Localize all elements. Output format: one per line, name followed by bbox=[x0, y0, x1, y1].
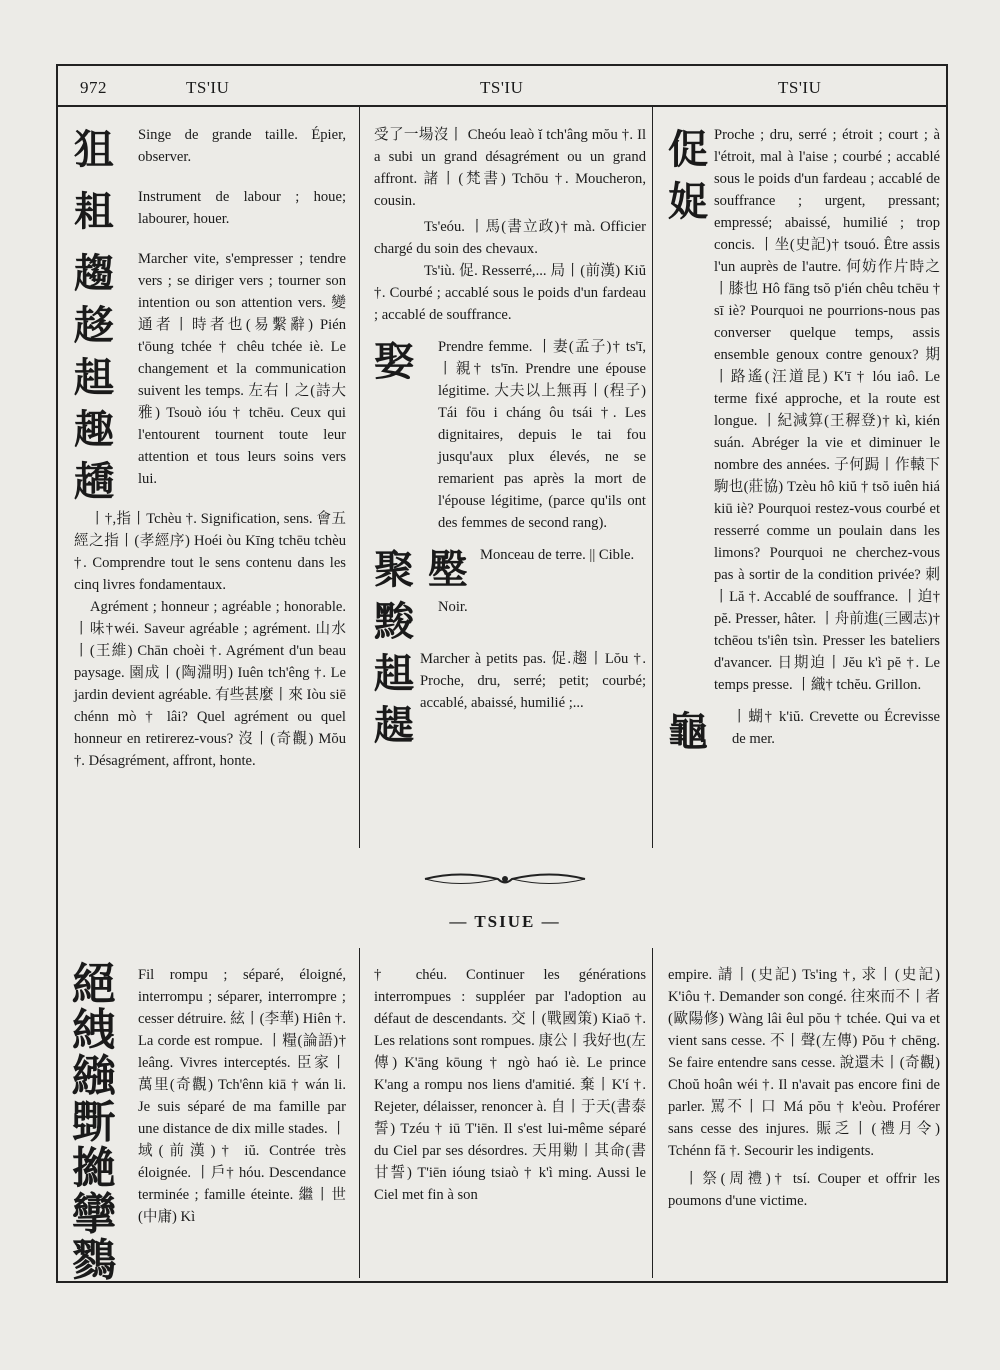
column-rule-1-bottom bbox=[359, 948, 360, 1278]
headword: 鷚 bbox=[72, 1235, 116, 1286]
paragraph: Agrément ; honneur ; agréable ; honorable. 丨味†wéi. Saveur agréable ; agrément. 山水丨(王維) Chān choèi †. Agrément d'un beau paysage. 園成丨(陶淵明) Iuên tch'êng †. Le jardin devient agréable. 有些甚麼丨來 Iòu siē chénn mò † lâi? Quel agrément ou quel honneur en retirerez-vous? 沒丨(奇觀) Mŏu †. Désagrément, affront, honte. bbox=[74, 599, 346, 769]
column-rule-1-top bbox=[359, 106, 360, 848]
definition: Singe de grande taille. Épier, observer. bbox=[138, 127, 346, 165]
page-number: 972 bbox=[80, 78, 107, 97]
definition: Marcher vite, s'empresser ; tendre vers ; se diriger vers ; tourner son intention ou son attention vers. 變通者丨時者也(易繫辭) Pién t'ōung tchée † chêu tchée iè. Le changement et la communication suivent les temps. 左右丨之(詩大雅) Tsouò ióu † tchēu. Ceux qui l'entourent tournent toute leur attention et tous leurs soins vers lui. bbox=[138, 251, 346, 487]
headword: 耝 bbox=[74, 188, 114, 235]
entry-mound bbox=[374, 544, 646, 596]
headword-stack bbox=[74, 248, 132, 508]
running-head-center: TS'IU bbox=[480, 78, 524, 97]
entry-small-steps bbox=[374, 648, 646, 752]
entry-black bbox=[374, 596, 646, 648]
definition: Noir. bbox=[438, 599, 468, 615]
entry-tsiu-marry bbox=[374, 336, 646, 534]
running-head-left: TS'IU bbox=[186, 78, 230, 97]
headword: 趣 bbox=[74, 406, 114, 453]
headword: 趨 bbox=[74, 250, 114, 297]
headword: 絕 bbox=[72, 959, 116, 1010]
bottom-column-2 bbox=[374, 964, 646, 1206]
headword: 聚 壂 bbox=[374, 546, 468, 593]
definition: Proche ; dru, serré ; étroit ; court ; à l'étroit, mal à l'aise ; courbé ; accablé sous le poids d'un fardeau ; accablé de souffrance ; urgent, pressant; empressé; abaissé, humilié ; trop concis. 丨坐(史記)† tsouó. Être assis l'un auprès de l'autre. 何妨作片時之丨膝也 Hô fāng tsŏ p'ién chêu tchēu † sī iè? Pourquoi ne pourrions-nous pas converser quelque temps, assis ensemble genoux contre genoux? 期丨路遙(汪道昆) K'ī † lóu iaô. Le terme fixé approche, et la route est longue. 丨紀減算(王稺登)† kì, kién suán. Abréger la vie et diminuer le nombre des années. 子何跼丨作轅下駒也(莊協) Tzèu hô kiŭ † tsŏ iuên hiá kiū iè? Pourquoi restez-vous courbé et resserré comme un poulain dans les limons? Pourquoi ne cherchez-vous pas à sortir de la condition privée? 刺丨Lă †. Accablé de souffrance. 丨迫† pĕ. Presser, hâter. 丨舟前進(三國志)† tchēou ts'iên tsìn. Presser les bateliers d'avancer. 日期迫丨Jĕu k'ì pĕ †. Le temps presse. 丨織† tchĕu. Grillon. bbox=[714, 127, 940, 693]
definition: Instrument de labour ; houe; labourer, houer. bbox=[138, 189, 346, 227]
entry-tsou bbox=[668, 124, 940, 696]
headword: 龜 bbox=[668, 708, 708, 755]
definition: Prendre femme. 丨妻(孟子)† ts'ī, 丨親† ts'īn. Prendre une épouse légitime. 大夫以上無再丨(程子) Tái fōu i cháng ôu tsái †. Les dignitaires, depuis le tai fou jusqu'aux plux élevés, ne se remarient pas après la mort de l'épouse légitime, (parce qu'ils ont des femmes de second rang). bbox=[438, 339, 646, 531]
definition: Monceau de terre. || Cible. bbox=[480, 547, 635, 563]
column-2 bbox=[374, 124, 646, 752]
ornament-divider bbox=[420, 868, 590, 890]
headword-stack bbox=[72, 959, 132, 1286]
headword: 趫 bbox=[74, 458, 114, 505]
headword: 攣 bbox=[72, 1189, 116, 1240]
headword: 娶 bbox=[374, 338, 414, 385]
paragraph: Fil rompu ; séparé, éloigné, interrompu ; séparer, interrompre ; cesser détruire. 絃丨(李華) Hiên †. La corde est rompue. 丨糧(論語)† leâng. Vivres interceptés. 臣家丨萬里(奇觀) Tch'ênn kiā † wán li. Je suis séparé de ma famille par une distance de dix mille stades. 丨域(前漢)† iŭ. Contrée très éloignée. 丨戶† hóu. Descendance terminée ; famille éteinte. 繼丨世(中庸) Kì bbox=[138, 967, 346, 1225]
headword: 繈 bbox=[72, 1051, 116, 1102]
headword: 絏 bbox=[72, 1005, 116, 1056]
headword: 撧 bbox=[72, 1143, 116, 1194]
headword: 黢 bbox=[374, 598, 414, 645]
headword: 趄 bbox=[74, 354, 114, 401]
paragraph: 丨†,指丨Tchèu †. Signification, sens. 會五經之指丨(孝經序) Hoéi òu Kīng tchēu tchèu †. Comprendre tout le sens contenu dans les cinq livres fondamentaux. bbox=[74, 511, 346, 593]
paragraph: † chéu. Continuer les générations interrompues : suppléer par l'adoption au défaut de descendants. 交丨(戰國策) Kiaō †. Les relations sont rompues. 康公丨我好也(左傳) K'āng kōung † ngò haó iè. Le prince K'ang a rompu nos liens d'amitié. 棄丨K'í †. Rejeter, délaisser, renoncer à. 自丨于天(書泰誓) Tzéu † iū T'iēn. Il s'est lui-même séparé du Ciel par ses désordres. 天用勦丨其命(書甘誓) T'iēn ióung tsiaò † k'ì ming. Aussi le Ciel met fin à son bbox=[374, 967, 646, 1203]
headword: 促 娖 bbox=[668, 126, 708, 225]
header-rule bbox=[56, 105, 946, 107]
definition: Marcher à petits pas. 促.趨丨Lŏu †. Proche, dru, serré; petit; courbé; accablé, abaissé, humilié ;... bbox=[420, 651, 646, 711]
paragraph: Ts'eóu. 丨馬(書立政)† mà. Officier chargé du soin des chevaux. bbox=[374, 219, 646, 257]
column-3 bbox=[668, 124, 940, 758]
headword: 斲 bbox=[72, 1097, 116, 1148]
headword: 狙 bbox=[74, 126, 114, 173]
bottom-column-3 bbox=[668, 964, 940, 1212]
column-rule-2-top bbox=[652, 106, 653, 848]
headword: 趄 趧 bbox=[374, 650, 414, 749]
entry-tsiu bbox=[74, 248, 346, 508]
bottom-column-1 bbox=[138, 964, 346, 1228]
headword: 趍 bbox=[74, 302, 114, 349]
section-title: — TSIUE — bbox=[449, 912, 561, 931]
paragraph: empire. 請丨(史記) Ts'ing †, 求丨(史記) K'iôu †. Demander son congé. 往來而不丨者(歐陽修) Wàng lâi êul pŏu † tchée. Qui va et vient sans cesse. 不丨聲(左傳) Pŏu † chēng. Se faire entendre sans cesse. 說還未丨(奇觀) Choŭ hoân wéi †. Il n'avait pas encore fini de parler. 罵不丨口 Má pŏu † k'eòu. Proférer sans cesse des injures. 賑乏丨(禮月令) Tchénn fă †. Secourir les indigents. bbox=[668, 967, 940, 1159]
paragraph: Ts'iù. 促. Resserré,... 局丨(前漢) Kiŭ †. Courbé ; accablé sous le poids d'un fardeau ; accablé de souffrance. bbox=[374, 263, 646, 323]
paragraph: 丨祭(周禮)† tsí. Couper et offrir les poumons d'une victime. bbox=[668, 1171, 940, 1209]
entry-chu bbox=[74, 186, 346, 238]
running-head-right: TS'IU bbox=[778, 78, 822, 97]
definition: 丨蝴† k'iŭ. Crevette ou Écrevisse de mer. bbox=[732, 709, 940, 747]
entry-shrimp bbox=[668, 706, 940, 758]
paragraph: 受了一場沒丨 Cheóu leaò ĭ tch'âng mŏu †. Il a subi un grand désagrément ou un grand affront. 諸丨(梵書) Tchōu †. Moucheron, cousin. bbox=[374, 127, 646, 209]
column-1 bbox=[74, 124, 346, 772]
column-rule-2-bottom bbox=[652, 948, 653, 1278]
entry-ju bbox=[74, 124, 346, 176]
